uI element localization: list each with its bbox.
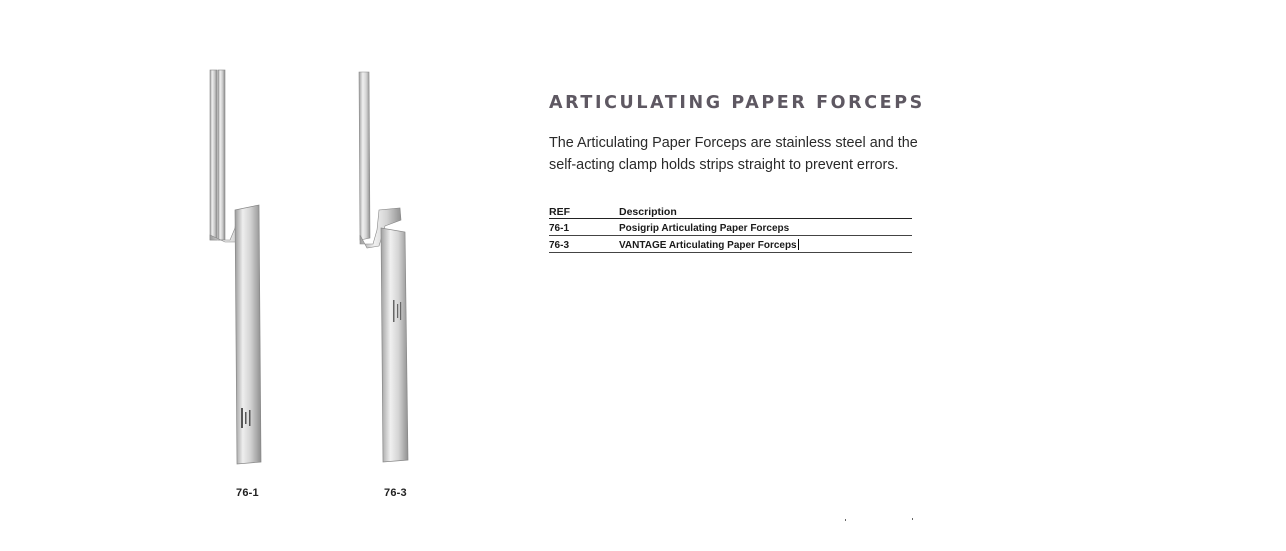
reference-table [549,205,912,253]
table-row [549,236,912,253]
row-ref: 76-3 [549,236,619,253]
product-label-76-3: 76-3 [384,487,407,499]
page-title: ARTICULATING PAPER FORCEPS [549,93,925,113]
table-row [549,219,912,236]
intro-paragraph: The Articulating Paper Forceps are stainless steel and the self-acting clamp holds strips straight to prevent errors. [549,135,918,173]
row-description: Posigrip Articulating Paper Forceps [619,219,912,236]
forceps-vantage-image [345,60,425,475]
row-description-editing[interactable] [619,236,912,253]
row-ref: 76-1 [549,219,619,236]
text-cursor [798,239,799,250]
page-mark [912,518,913,520]
page-mark [845,519,846,521]
column-header-description: Description [619,205,912,219]
table-header-row [549,205,912,219]
row-description-text[interactable]: VANTAGE Articulating Paper Forceps [619,240,797,251]
product-label-76-1: 76-1 [236,487,259,499]
forceps-posigrip-image [195,60,275,475]
column-header-ref: REF [549,205,619,219]
